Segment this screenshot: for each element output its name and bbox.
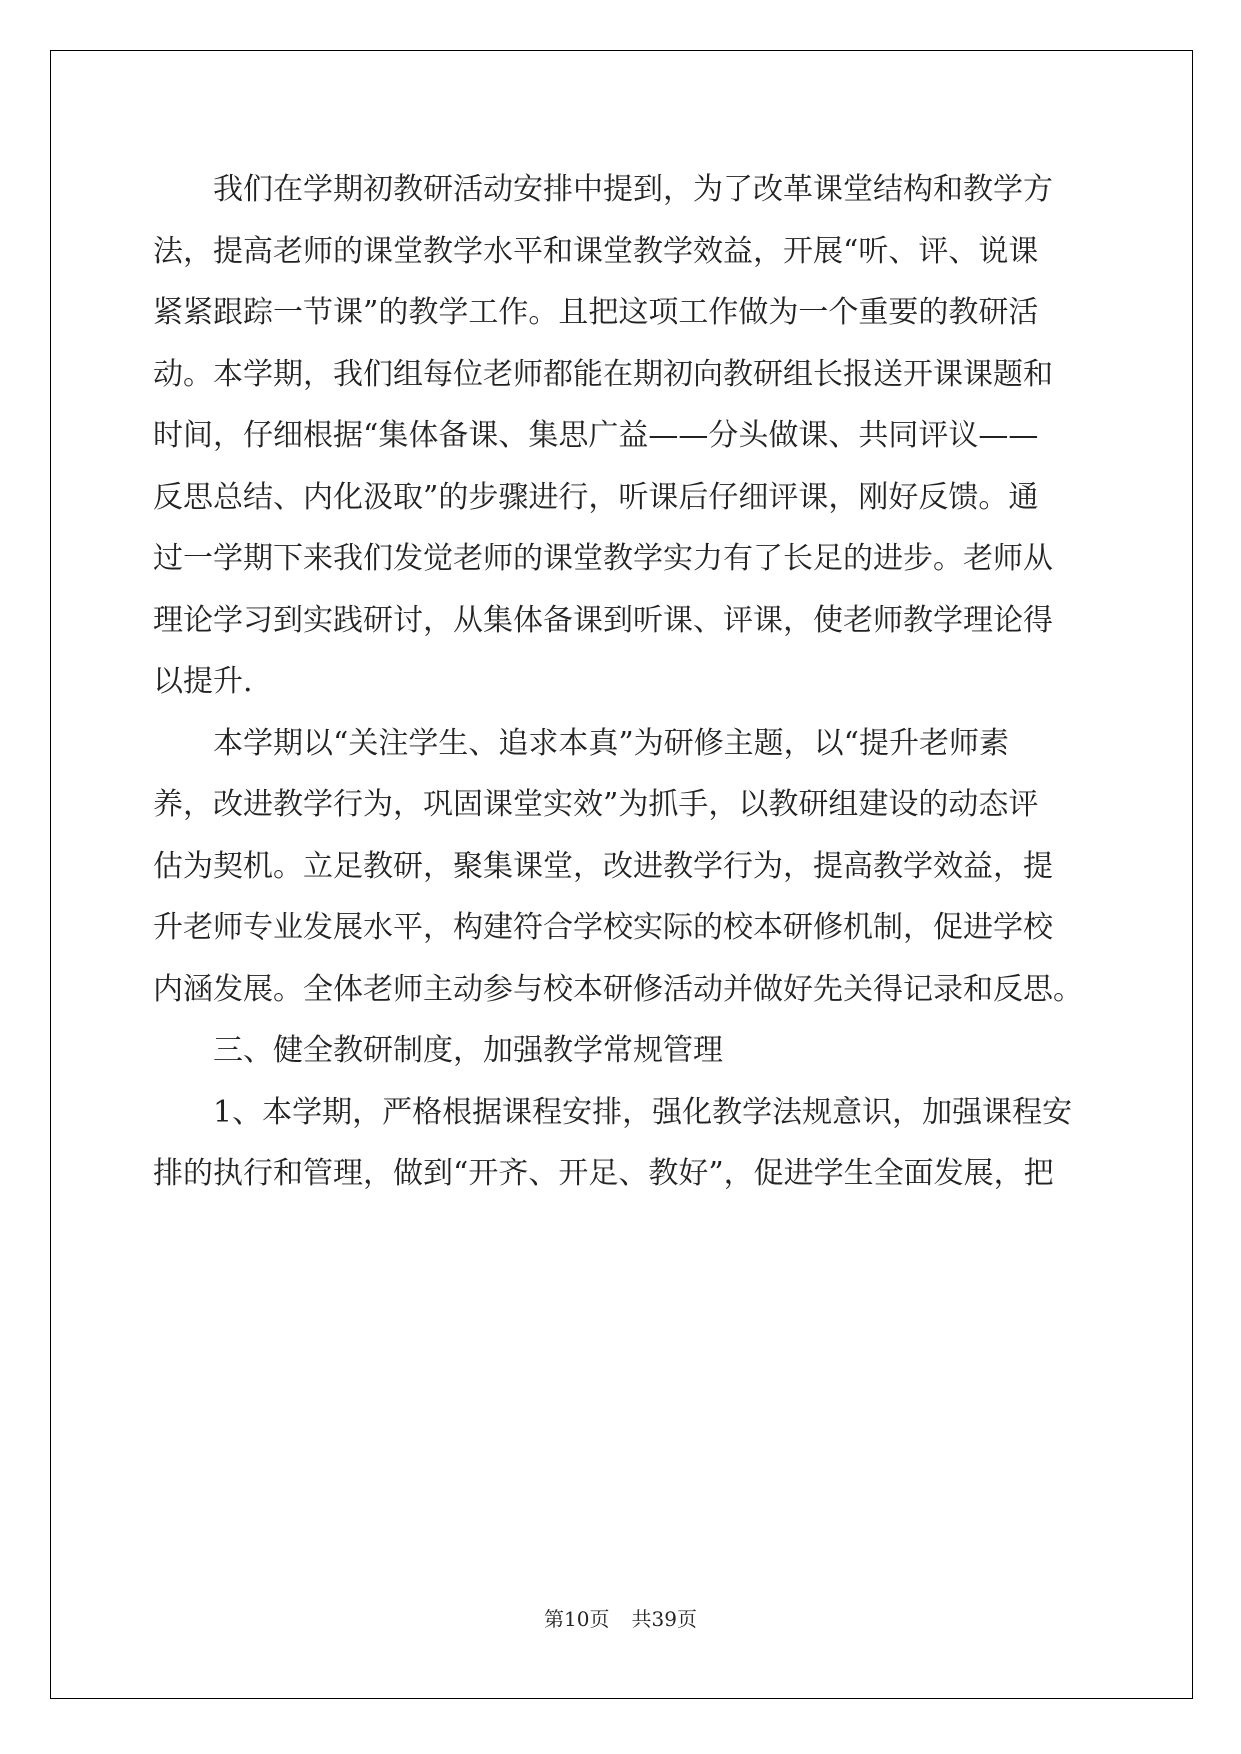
page-number: 第10页 [544,1607,610,1631]
total-pages: 共39页 [631,1607,697,1631]
text-line: 动。本学期，我们组每位老师都能在期初向教研组长报送开课课题和 [153,357,1053,392]
text-line: 内涵发展。全体老师主动参与校本研修活动并做好先关得记录和反思。 [153,972,1083,1007]
text-line: 升老师专业发展水平，构建符合学校实际的校本研修机制，促进学校 [153,910,1053,945]
text-line: 估为契机。立足教研，聚集课堂，改进教学行为，提高教学效益，提 [153,849,1053,884]
text-line: 1、本学期，严格根据课程安排，强化教学法规意识，加强课程安 [153,1095,1073,1130]
text-line: 本学期以“关注学生、追求本真”为研修主题，以“提升老师素 [153,726,1010,761]
text-line: 三、健全教研制度，加强教学常规管理 [153,1033,723,1068]
text-line: 排的执行和管理，做到“开齐、开足、教好”，促进学生全面发展，把 [153,1156,1054,1191]
text-line: 时间，仔细根据“集体备课、集思广益——分头做课、共同评议—— [153,418,1039,453]
page-footer [0,1603,1241,1632]
text-line: 我们在学期初教研活动安排中提到，为了改革课堂结构和教学方 [153,172,1053,207]
text-line: 反思总结、内化汲取”的步骤进行，听课后仔细评课，刚好反馈。通 [153,480,1039,515]
text-line: 养，改进教学行为，巩固课堂实效”为抓手，以教研组建设的动态评 [153,787,1039,822]
text-line: 理论学习到实践研讨，从集体备课到听课、评课，使老师教学理论得 [153,603,1053,638]
text-line: 过一学期下来我们发觉老师的课堂教学实力有了长足的进步。老师从 [153,541,1053,576]
text-line: 法，提高老师的课堂教学水平和课堂教学效益，开展“听、评、说课 [153,234,1039,269]
text-line: 以提升. [153,664,253,699]
text-line: 紧紧跟踪一节课”的教学工作。且把这项工作做为一个重要的教研活 [153,295,1039,330]
